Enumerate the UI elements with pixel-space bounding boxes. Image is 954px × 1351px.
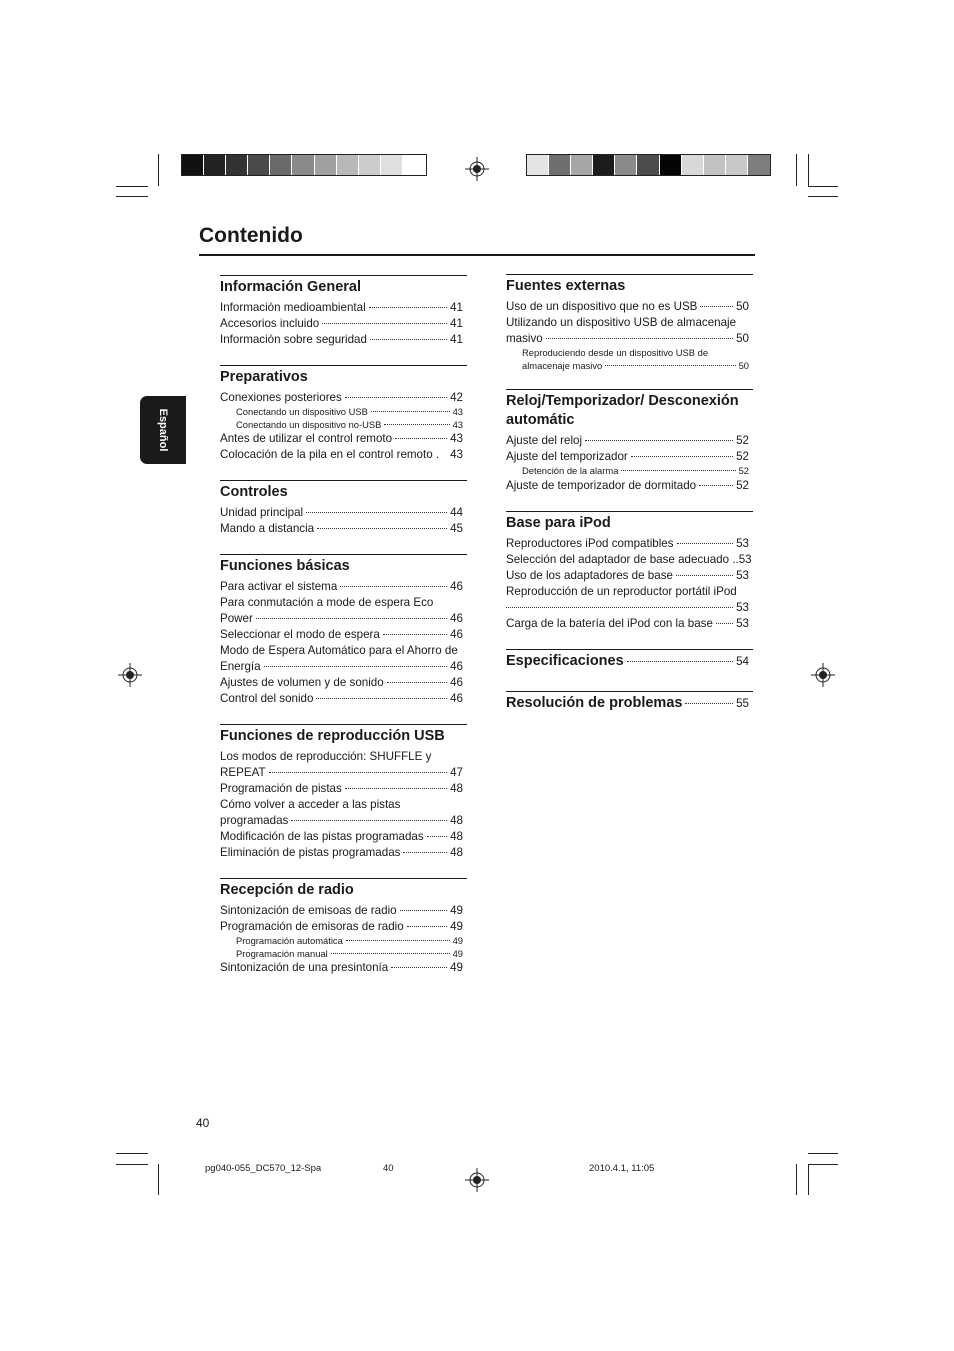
toc-entry[interactable] [506, 584, 753, 600]
toc-entry[interactable] [220, 659, 467, 675]
color-swatch [748, 155, 770, 175]
entry-label: Mando a distancia [220, 522, 315, 535]
entry-page: 46 [450, 612, 463, 625]
entry-page: 41 [450, 333, 463, 346]
entry-page: 43 [452, 406, 463, 417]
toc-entry[interactable] [506, 568, 753, 584]
toc-section [506, 274, 753, 372]
dot-leader [716, 623, 733, 624]
dot-leader [699, 485, 733, 486]
toc-column-left [220, 275, 467, 993]
entry-label: Reproductores iPod compatibles [506, 536, 674, 550]
toc-entry[interactable] [506, 299, 753, 315]
crop-mark [796, 154, 797, 186]
registration-mark-icon [811, 663, 835, 687]
dot-leader [631, 456, 733, 457]
entry-label: Uso de un dispositivo que no es USB [506, 300, 698, 313]
dot-leader [291, 820, 447, 821]
entry-label: Ajustes de volumen y de sonido [220, 676, 384, 689]
toc-subentry[interactable] [220, 935, 467, 948]
toc-subentry[interactable] [506, 347, 753, 360]
dot-leader [676, 575, 733, 576]
entry-label: Los modos de reproducción: SHUFFLE y [220, 750, 432, 763]
toc-entry[interactable] [506, 315, 753, 331]
entry-page: 52 [736, 434, 749, 447]
dot-leader [322, 323, 447, 324]
entry-label: Uso de los adaptadores de base [506, 568, 673, 582]
color-swatch [660, 155, 682, 175]
color-swatch [527, 155, 549, 175]
toc-section [506, 511, 753, 632]
entry-label: almacenaje masivo [522, 359, 603, 371]
toc-entry[interactable] [220, 611, 467, 627]
toc-entry[interactable] [220, 316, 467, 332]
entry-label: Utilizando un dispositivo USB de almacenaje [506, 316, 737, 329]
section-heading: Recepción de radio [220, 878, 467, 900]
entry-label: Ajuste del temporizador [506, 450, 628, 463]
toc-entry[interactable] [220, 813, 467, 829]
registration-mark-icon [465, 157, 489, 181]
entry-label: Programación de pistas [220, 782, 342, 795]
entry-page: 44 [450, 506, 463, 519]
entry-label: Reproducción de un reproductor portátil iPod [506, 584, 737, 598]
color-bar-left [181, 154, 427, 176]
entry-label: Control del sonido [220, 692, 314, 705]
toc-section [220, 878, 467, 976]
toc-entry[interactable] [506, 478, 753, 494]
toc-entry[interactable] [220, 447, 467, 463]
crop-mark [158, 154, 159, 186]
entry-label: Programación automática [236, 935, 343, 946]
entry-page: 48 [450, 782, 463, 795]
section-heading: Información General [220, 275, 467, 297]
entry-label: Modificación de las pistas programadas [220, 830, 424, 843]
dot-leader [369, 307, 447, 308]
color-swatch [381, 155, 403, 175]
toc-subentry[interactable] [220, 406, 467, 419]
dot-leader [395, 438, 447, 439]
toc-entry[interactable] [220, 643, 467, 659]
color-swatch [359, 155, 381, 175]
toc-entry[interactable] [220, 521, 467, 537]
color-swatch [292, 155, 314, 175]
dot-leader [605, 365, 735, 366]
dot-leader [371, 411, 450, 412]
entry-page: 46 [450, 692, 463, 705]
entry-label: Modo de Espera Automático para el Ahorro de [220, 644, 458, 657]
toc-entry[interactable] [220, 919, 467, 935]
color-swatch [726, 155, 748, 175]
entry-page: 53 [736, 600, 749, 614]
dot-leader [306, 512, 447, 513]
entry-label: Resolución de problemas [506, 694, 683, 711]
color-swatch [704, 155, 726, 175]
entry-page: 49 [450, 904, 463, 917]
entry-page: 50 [738, 359, 749, 371]
toc-entry[interactable] [220, 797, 467, 813]
crop-mark [808, 1164, 809, 1195]
toc-entry[interactable] [220, 781, 467, 797]
dot-leader [506, 607, 733, 608]
dot-leader [546, 338, 733, 339]
toc-entry[interactable] [220, 431, 467, 447]
dot-leader [585, 440, 733, 441]
toc-major-entry[interactable] [506, 691, 753, 713]
color-swatch [593, 155, 615, 175]
entry-page: 42 [450, 391, 463, 404]
crop-mark [158, 1164, 159, 1195]
dot-leader [346, 940, 450, 941]
toc-subentry[interactable] [506, 465, 753, 478]
section-heading: Funciones básicas [220, 554, 467, 576]
dot-leader [621, 470, 735, 471]
dot-leader [700, 306, 733, 307]
dot-leader [391, 967, 447, 968]
dot-leader [685, 703, 733, 704]
entry-label: Cómo volver a acceder a las pistas [220, 798, 401, 811]
toc-entry[interactable] [506, 433, 753, 449]
color-swatch [682, 155, 704, 175]
color-swatch [315, 155, 337, 175]
entry-label: Colocación de la pila en el control remoto . [220, 448, 440, 461]
page-title: Contenido [199, 224, 303, 247]
entry-label: Seleccionar el modo de espera [220, 628, 380, 641]
toc-section [506, 389, 753, 494]
crop-mark [808, 186, 838, 187]
dot-leader [407, 926, 447, 927]
crop-mark [808, 196, 838, 197]
color-swatch [226, 155, 248, 175]
entry-label: Conexiones posteriores [220, 391, 342, 404]
dot-leader [403, 852, 447, 853]
toc-entry[interactable] [506, 552, 753, 568]
entry-page: 48 [450, 846, 463, 859]
entry-page: 43 [450, 432, 463, 445]
crop-mark [116, 1164, 148, 1165]
entry-label: programadas [220, 814, 289, 827]
entry-label: Especificaciones [506, 652, 624, 669]
dot-leader [345, 788, 447, 789]
color-swatch [204, 155, 226, 175]
entry-page: 50 [736, 332, 749, 345]
entry-label: Carga de la batería del iPod con la base [506, 616, 713, 630]
toc-section [220, 275, 467, 348]
toc-subentry[interactable] [220, 948, 467, 961]
toc-entry[interactable] [220, 505, 467, 521]
entry-label: Eliminación de pistas programadas [220, 846, 401, 859]
crop-mark [116, 196, 148, 197]
dot-leader [345, 397, 447, 398]
color-swatch [637, 155, 659, 175]
dot-leader [400, 910, 448, 911]
entry-page: 41 [450, 301, 463, 314]
section-heading: Funciones de reproducción USB [220, 724, 467, 746]
entry-page: 52 [738, 465, 749, 476]
entry-page: 47 [450, 766, 463, 779]
color-swatch [182, 155, 204, 175]
entry-label: REPEAT [220, 766, 266, 779]
title-rule [199, 254, 755, 256]
entry-page: 49 [452, 947, 463, 959]
crop-mark [808, 1153, 838, 1154]
language-tab-label: Español [157, 408, 169, 452]
dot-leader [383, 634, 447, 635]
toc-entry[interactable] [506, 449, 753, 465]
entry-label: Unidad principal [220, 506, 304, 519]
entry-page: 55 [736, 696, 749, 710]
section-heading: Preparativos [220, 365, 467, 387]
color-swatch [270, 155, 292, 175]
entry-page: 45 [450, 522, 463, 535]
registration-mark-icon [465, 1168, 489, 1192]
entry-label: Conectando un dispositivo no-USB [236, 418, 382, 430]
footer-page: 40 [383, 1163, 394, 1174]
color-swatch [615, 155, 637, 175]
toc-entry[interactable] [506, 600, 753, 616]
entry-page: 48 [450, 830, 463, 843]
entry-page: 54 [736, 654, 749, 668]
toc-entry[interactable] [220, 765, 467, 781]
entry-page: 53 [736, 568, 749, 582]
toc-entry[interactable] [220, 627, 467, 643]
toc-entry[interactable] [506, 616, 753, 632]
dot-leader [317, 528, 447, 529]
dot-leader [370, 339, 447, 340]
dot-leader [340, 586, 447, 587]
entry-label: Energía [220, 660, 261, 673]
entry-label: Para activar el sistema [220, 580, 338, 593]
entry-label: Detención de la alarma [522, 465, 619, 476]
dot-leader [331, 953, 450, 954]
toc-entry[interactable] [220, 390, 467, 406]
entry-page: 53 [736, 536, 749, 550]
entry-page: 46 [450, 676, 463, 689]
color-swatch [571, 155, 593, 175]
dot-leader [264, 666, 447, 667]
entry-label: Conectando un dispositivo USB [236, 406, 368, 417]
toc-section [220, 554, 467, 707]
entry-page: 46 [450, 580, 463, 593]
entry-label: Sintonización de emisoas de radio [220, 904, 397, 917]
section-heading: Reloj/Temporizador/ Desconexión automátic [506, 389, 753, 430]
entry-page: 43 [450, 448, 463, 461]
toc-entry[interactable] [220, 332, 467, 348]
toc-subentry[interactable] [220, 419, 467, 432]
toc-entry[interactable] [220, 845, 467, 861]
entry-page: 52 [736, 478, 749, 492]
entry-page: 49 [452, 935, 463, 946]
color-swatch [337, 155, 359, 175]
color-bar-right [526, 154, 771, 176]
toc-section [220, 365, 467, 463]
entry-page: 49 [450, 920, 463, 933]
crop-mark [808, 154, 809, 186]
entry-page: 46 [450, 628, 463, 641]
footer-date: 2010.4.1, 11:05 [589, 1163, 655, 1174]
entry-label: Sintonización de una presintonía [220, 961, 389, 974]
toc-section [220, 480, 467, 537]
entry-page: 53 [736, 616, 749, 630]
color-swatch [403, 155, 425, 175]
toc-subentry[interactable] [506, 360, 753, 373]
dot-leader [387, 682, 447, 683]
crop-mark [116, 186, 148, 187]
dot-leader [256, 618, 447, 619]
dot-leader [427, 836, 447, 837]
toc-entry[interactable] [220, 903, 467, 919]
crop-mark [808, 1164, 838, 1165]
entry-page: 52 [736, 450, 749, 463]
toc-entry[interactable] [220, 691, 467, 707]
entry-label: Reproduciendo desde un dispositivo USB de [522, 347, 709, 358]
dot-leader [384, 424, 449, 425]
entry-label: Accesorios incluido [220, 317, 320, 330]
entry-label: Ajuste del reloj [506, 434, 583, 447]
section-heading: Controles [220, 480, 467, 502]
entry-page: 49 [450, 961, 463, 974]
toc-major-entry[interactable] [506, 649, 753, 671]
crop-mark [796, 1164, 797, 1195]
dot-leader [269, 772, 448, 773]
page-number: 40 [196, 1116, 210, 1130]
toc-entry[interactable] [220, 749, 467, 765]
dot-leader [677, 543, 734, 544]
dot-leader [627, 661, 733, 662]
color-swatch [248, 155, 270, 175]
entry-page: 46 [450, 660, 463, 673]
toc-section [220, 724, 467, 861]
entry-label: Información sobre seguridad [220, 333, 367, 346]
toc-entry[interactable] [220, 579, 467, 595]
toc-entry[interactable] [220, 829, 467, 845]
language-tab [140, 396, 186, 464]
registration-mark-icon [118, 663, 142, 687]
entry-label: Para conmutación a mode de espera Eco [220, 596, 434, 609]
section-heading: Fuentes externas [506, 274, 753, 296]
entry-label: Programación manual [236, 947, 328, 959]
entry-label: Información medioambiental [220, 301, 366, 314]
toc-entry[interactable] [220, 595, 467, 611]
footer-file: pg040-055_DC570_12-Spa [205, 1163, 322, 1174]
toc-entry[interactable] [220, 300, 467, 316]
dot-leader [316, 698, 447, 699]
toc-column-right [506, 274, 753, 733]
entry-label: Antes de utilizar el control remoto [220, 432, 393, 445]
section-heading: Base para iPod [506, 511, 753, 533]
entry-label: Power [220, 612, 253, 625]
toc-entry[interactable] [506, 536, 753, 552]
toc-entry[interactable] [506, 331, 753, 347]
entry-page: 48 [450, 814, 463, 827]
entry-page: 41 [450, 317, 463, 330]
toc-entry[interactable] [220, 675, 467, 691]
entry-label: Programación de emisoras de radio [220, 920, 404, 933]
toc-entry[interactable] [220, 960, 467, 976]
entry-page: 53 [738, 552, 752, 566]
entry-page: 43 [452, 418, 463, 430]
color-swatch [549, 155, 571, 175]
entry-label: Ajuste de temporizador de dormitado [506, 478, 697, 492]
entry-label: masivo [506, 332, 543, 345]
crop-mark [116, 1153, 148, 1154]
entry-page: 50 [736, 300, 749, 313]
entry-label: Selección del adaptador de base adecuado .. [506, 552, 739, 566]
